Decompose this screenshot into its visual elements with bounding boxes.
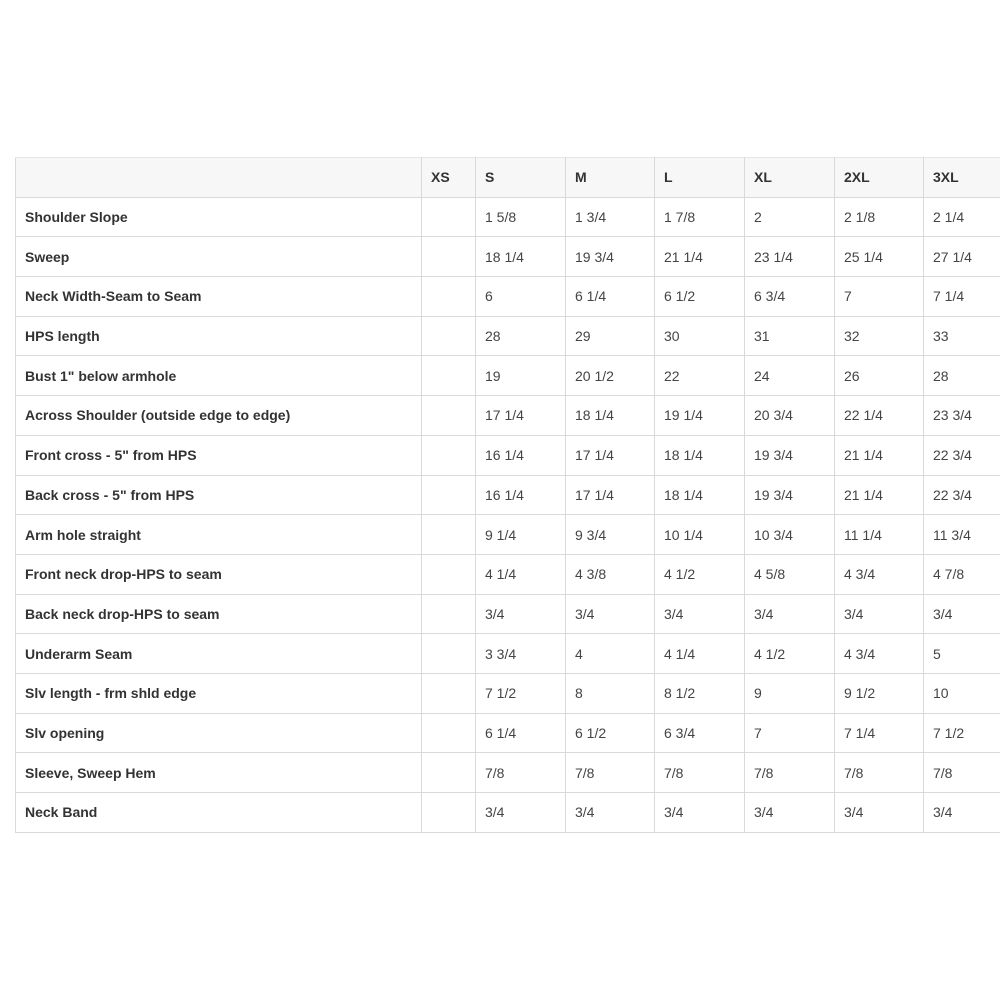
measurement-label: Slv length - frm shld edge: [16, 673, 422, 713]
measurement-value-s: 7/8: [476, 753, 566, 793]
measurement-value-l: 18 1/4: [655, 435, 745, 475]
measurement-value-3xl: 3/4: [924, 793, 1000, 833]
measurement-value-xl: 4 1/2: [745, 634, 835, 674]
measurement-value-xl: 24: [745, 356, 835, 396]
table-row: [16, 673, 1000, 713]
measurement-value-xs: [422, 277, 476, 317]
measurement-label: Front cross - 5" from HPS: [16, 435, 422, 475]
measurement-value-s: 16 1/4: [476, 475, 566, 515]
measurement-value-m: 3/4: [566, 793, 655, 833]
header-size-xl: XL: [745, 158, 835, 198]
measurement-value-m: 6 1/4: [566, 277, 655, 317]
table-row: [16, 793, 1000, 833]
table-row: [16, 554, 1000, 594]
measurement-value-m: 6 1/2: [566, 713, 655, 753]
measurement-value-xl: 4 5/8: [745, 554, 835, 594]
measurement-value-3xl: 5: [924, 634, 1000, 674]
header-corner-cell: [16, 158, 422, 198]
measurement-value-xs: [422, 753, 476, 793]
measurement-value-xl: 2: [745, 197, 835, 237]
table-row: [16, 594, 1000, 634]
measurement-value-m: 3/4: [566, 594, 655, 634]
measurement-value-xs: [422, 554, 476, 594]
measurement-value-m: 18 1/4: [566, 396, 655, 436]
measurement-label: Neck Width-Seam to Seam: [16, 277, 422, 317]
measurement-value-s: 3/4: [476, 594, 566, 634]
measurement-value-l: 3/4: [655, 594, 745, 634]
measurement-value-xs: [422, 396, 476, 436]
measurement-value-l: 22: [655, 356, 745, 396]
measurement-value-m: 17 1/4: [566, 475, 655, 515]
measurement-value-l: 1 7/8: [655, 197, 745, 237]
header-size-m: M: [566, 158, 655, 198]
measurement-value-s: 6: [476, 277, 566, 317]
size-chart-body: [16, 197, 1000, 832]
measurement-value-xl: 3/4: [745, 594, 835, 634]
measurement-value-xs: [422, 237, 476, 277]
measurement-label: Shoulder Slope: [16, 197, 422, 237]
measurement-value-xl: 3/4: [745, 793, 835, 833]
measurement-value-l: 7/8: [655, 753, 745, 793]
measurement-value-2xl: 7 1/4: [835, 713, 924, 753]
measurement-value-l: 4 1/4: [655, 634, 745, 674]
measurement-value-l: 19 1/4: [655, 396, 745, 436]
measurement-value-2xl: 9 1/2: [835, 673, 924, 713]
measurement-value-l: 4 1/2: [655, 554, 745, 594]
measurement-value-m: 4 3/8: [566, 554, 655, 594]
measurement-value-l: 3/4: [655, 793, 745, 833]
table-row: [16, 197, 1000, 237]
measurement-value-2xl: 22 1/4: [835, 396, 924, 436]
measurement-value-3xl: 3/4: [924, 594, 1000, 634]
measurement-value-s: 1 5/8: [476, 197, 566, 237]
table-row: [16, 713, 1000, 753]
measurement-value-l: 10 1/4: [655, 515, 745, 555]
measurement-value-2xl: 25 1/4: [835, 237, 924, 277]
measurement-value-l: 6 1/2: [655, 277, 745, 317]
measurement-value-s: 17 1/4: [476, 396, 566, 436]
measurement-value-xl: 19 3/4: [745, 435, 835, 475]
measurement-value-xs: [422, 435, 476, 475]
table-row: [16, 237, 1000, 277]
measurement-label: Underarm Seam: [16, 634, 422, 674]
measurement-value-3xl: 28: [924, 356, 1000, 396]
measurement-value-m: 19 3/4: [566, 237, 655, 277]
measurement-value-xl: 10 3/4: [745, 515, 835, 555]
measurement-value-xs: [422, 594, 476, 634]
measurement-value-xl: 6 3/4: [745, 277, 835, 317]
measurement-value-s: 28: [476, 316, 566, 356]
table-row: [16, 475, 1000, 515]
measurement-value-xl: 23 1/4: [745, 237, 835, 277]
measurement-value-xl: 20 3/4: [745, 396, 835, 436]
header-size-xs: XS: [422, 158, 476, 198]
measurement-value-3xl: 27 1/4: [924, 237, 1000, 277]
measurement-label: Sleeve, Sweep Hem: [16, 753, 422, 793]
measurement-value-xs: [422, 793, 476, 833]
measurement-label: Front neck drop-HPS to seam: [16, 554, 422, 594]
table-row: [16, 435, 1000, 475]
measurement-value-xs: [422, 316, 476, 356]
measurement-label: Back neck drop-HPS to seam: [16, 594, 422, 634]
measurement-value-s: 6 1/4: [476, 713, 566, 753]
measurement-value-2xl: 2 1/8: [835, 197, 924, 237]
measurement-label: Slv opening: [16, 713, 422, 753]
measurement-value-xl: 7/8: [745, 753, 835, 793]
table-row: [16, 634, 1000, 674]
measurement-label: Arm hole straight: [16, 515, 422, 555]
measurement-value-l: 8 1/2: [655, 673, 745, 713]
measurement-value-s: 16 1/4: [476, 435, 566, 475]
size-chart-table: [15, 157, 1000, 833]
measurement-value-3xl: 11 3/4: [924, 515, 1000, 555]
measurement-value-s: 7 1/2: [476, 673, 566, 713]
measurement-value-2xl: 21 1/4: [835, 435, 924, 475]
measurement-value-s: 19: [476, 356, 566, 396]
measurement-value-2xl: 26: [835, 356, 924, 396]
measurement-value-3xl: 23 3/4: [924, 396, 1000, 436]
measurement-value-m: 29: [566, 316, 655, 356]
measurement-value-xs: [422, 634, 476, 674]
measurement-value-xs: [422, 673, 476, 713]
measurement-value-xs: [422, 475, 476, 515]
measurement-value-m: 20 1/2: [566, 356, 655, 396]
table-row: [16, 356, 1000, 396]
measurement-value-3xl: 33: [924, 316, 1000, 356]
measurement-label: Sweep: [16, 237, 422, 277]
measurement-label: HPS length: [16, 316, 422, 356]
measurement-value-s: 18 1/4: [476, 237, 566, 277]
measurement-value-2xl: 4 3/4: [835, 634, 924, 674]
measurement-value-3xl: 10: [924, 673, 1000, 713]
measurement-value-s: 3 3/4: [476, 634, 566, 674]
measurement-value-2xl: 32: [835, 316, 924, 356]
measurement-value-l: 6 3/4: [655, 713, 745, 753]
measurement-value-xs: [422, 515, 476, 555]
measurement-value-m: 8: [566, 673, 655, 713]
measurement-value-xl: 31: [745, 316, 835, 356]
header-size-3xl: 3XL: [924, 158, 1000, 198]
measurement-value-s: 9 1/4: [476, 515, 566, 555]
measurement-value-xl: 9: [745, 673, 835, 713]
measurement-label: Across Shoulder (outside edge to edge): [16, 396, 422, 436]
measurement-value-m: 9 3/4: [566, 515, 655, 555]
measurement-label: Bust 1" below armhole: [16, 356, 422, 396]
measurement-value-3xl: 7/8: [924, 753, 1000, 793]
measurement-label: Neck Band: [16, 793, 422, 833]
measurement-value-s: 4 1/4: [476, 554, 566, 594]
measurement-value-3xl: 7 1/4: [924, 277, 1000, 317]
measurement-value-m: 1 3/4: [566, 197, 655, 237]
header-size-l: L: [655, 158, 745, 198]
measurement-value-3xl: 7 1/2: [924, 713, 1000, 753]
size-chart-header: [16, 158, 1000, 198]
measurement-value-2xl: 7/8: [835, 753, 924, 793]
measurement-value-3xl: 4 7/8: [924, 554, 1000, 594]
measurement-value-3xl: 22 3/4: [924, 435, 1000, 475]
table-row: [16, 396, 1000, 436]
table-row: [16, 316, 1000, 356]
measurement-value-2xl: 21 1/4: [835, 475, 924, 515]
measurement-value-2xl: 11 1/4: [835, 515, 924, 555]
measurement-value-2xl: 4 3/4: [835, 554, 924, 594]
table-row: [16, 753, 1000, 793]
measurement-value-l: 18 1/4: [655, 475, 745, 515]
measurement-value-m: 17 1/4: [566, 435, 655, 475]
measurement-value-xl: 19 3/4: [745, 475, 835, 515]
measurement-value-2xl: 3/4: [835, 594, 924, 634]
measurement-value-xs: [422, 356, 476, 396]
measurement-value-3xl: 22 3/4: [924, 475, 1000, 515]
measurement-value-3xl: 2 1/4: [924, 197, 1000, 237]
table-row: [16, 277, 1000, 317]
measurement-value-m: 7/8: [566, 753, 655, 793]
measurement-value-m: 4: [566, 634, 655, 674]
measurement-value-2xl: 7: [835, 277, 924, 317]
measurement-value-xs: [422, 197, 476, 237]
table-row: [16, 515, 1000, 555]
header-row: [16, 158, 1000, 198]
measurement-value-2xl: 3/4: [835, 793, 924, 833]
measurement-value-s: 3/4: [476, 793, 566, 833]
measurement-label: Back cross - 5" from HPS: [16, 475, 422, 515]
measurement-value-l: 21 1/4: [655, 237, 745, 277]
measurement-value-l: 30: [655, 316, 745, 356]
measurement-value-xs: [422, 713, 476, 753]
header-size-s: S: [476, 158, 566, 198]
header-size-2xl: 2XL: [835, 158, 924, 198]
measurement-value-xl: 7: [745, 713, 835, 753]
